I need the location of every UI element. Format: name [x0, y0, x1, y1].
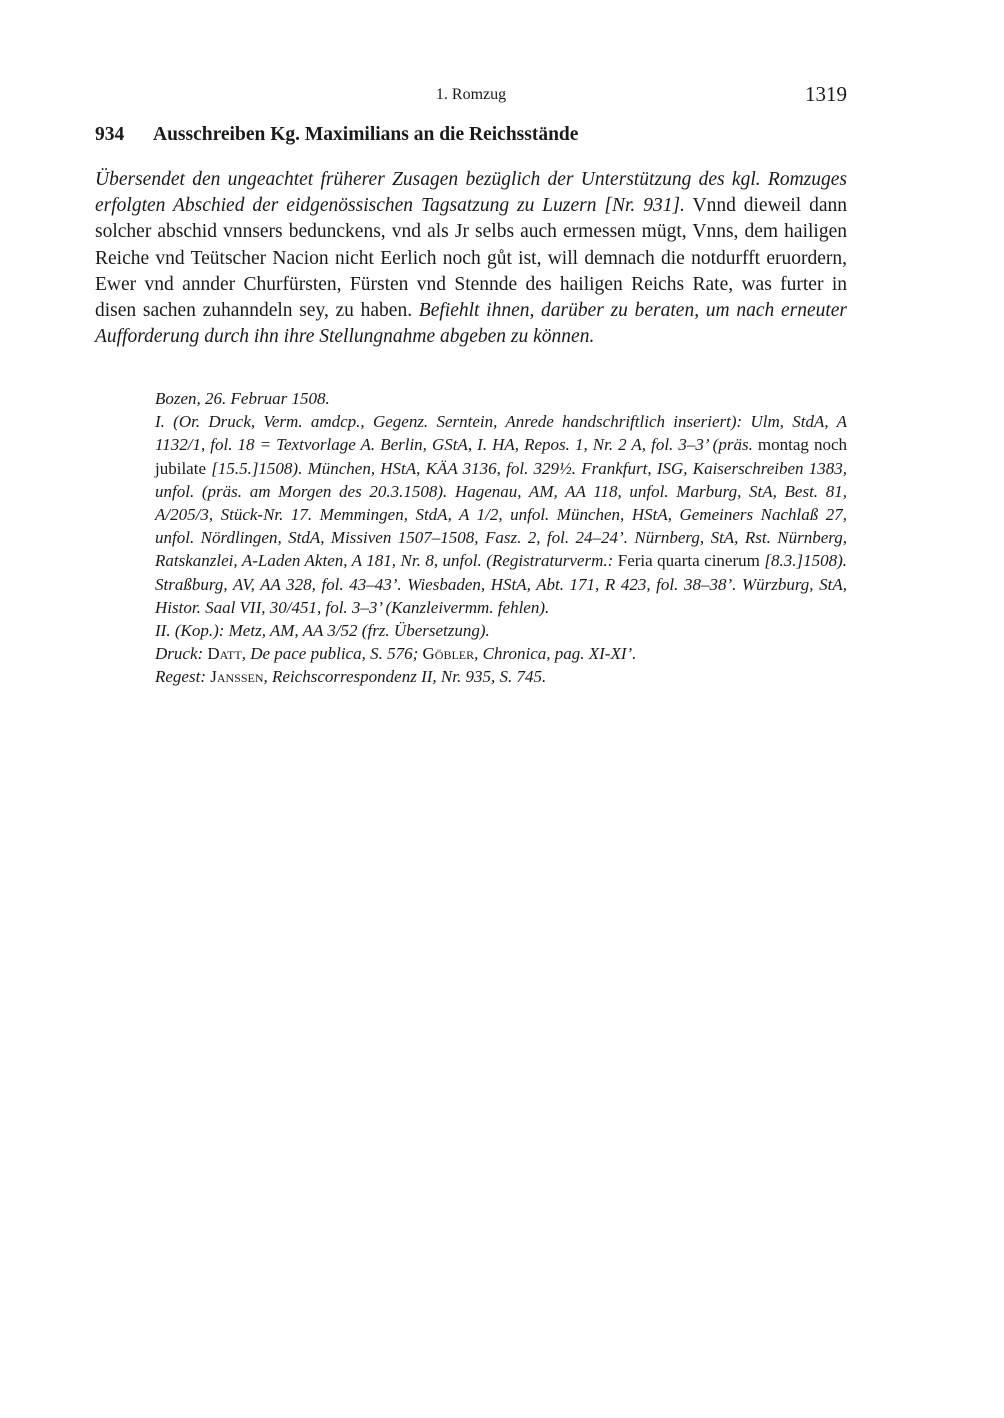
- tradition-original-part: I. (Or. Druck, Verm. amdcp., Gegenz. Serntein, Anrede handschriftlich inseriert): Ulm, StdA, A 1132/1, fol. 18 = Textvorlage A. Berlin, GStA, I. HA, Repos. 1, Nr. 2 A, fol. 3–3’ (präs.: [155, 412, 847, 455]
- running-title: 1. Romzug: [435, 86, 507, 103]
- regest-references: [155, 665, 847, 688]
- print-work: , Chronica, pag. XI-XI’.: [474, 644, 637, 664]
- print-author: Datt: [207, 644, 242, 664]
- running-head: [95, 82, 847, 108]
- tradition-original: [155, 410, 847, 619]
- regest-author: Janssen: [210, 667, 264, 687]
- document-number: 934: [95, 124, 125, 145]
- abstract-intro: Übersendet den ungeachtet früherer Zusagen bezüglich der Unterstützung des kgl. Romzuges erfolgten Abschied der eidgenössischen Tagsatzung zu Luzern [Nr. 931].: [95, 169, 847, 217]
- print-author: Göbler: [422, 644, 475, 664]
- regest-label: Regest:: [155, 667, 211, 687]
- page-number: 1319: [805, 82, 847, 106]
- tradition-copy: II. (Kop.): Metz, AM, AA 3/52 (frz. Übersetzung).: [155, 621, 490, 641]
- print-label: Druck:: [155, 644, 208, 664]
- date-place: Bozen, 26. Februar 1508.: [155, 389, 330, 408]
- tradition-original-part: [15.5.]1508). München, HStA, KÄA 3136, fol. 329½. Frankfurt, ISG, Kaiserschreiben 1383, unfol. (präs. am Morgen des 20.3.1508). Hagenau, AM, AA 118, unfol. Marburg, StA, Best. 81, A/205/3, Stück-Nr. 17. Memmingen, StdA, A 1/2, unfol. München, HStA, Gemeiners Nachlaß 27, unfol. Nördlingen, StdA, Missiven 1507–1508, Fasz. 2, fol. 24–24’. Nürnberg, StA, Rst. Nürnberg, Ratskanzlei, A-Laden Akten, A 181, Nr. 8, unfol. (Registraturverm.:: [155, 458, 847, 571]
- tradition-original-quote: montag noch jubilate: [155, 435, 847, 478]
- document-title: Ausschreiben Kg. Maximilians an die Reichsstände: [153, 124, 579, 145]
- critical-apparatus: [155, 387, 847, 689]
- abstract-outro: Befiehlt ihnen, darüber zu beraten, um nach erneuter Aufforderung durch ihn ihre Stellungnahme abgeben zu können.: [95, 300, 848, 348]
- tradition-original-part: [8.3.]1508). Straßburg, AV, AA 328, fol. 43–43’. Wiesbaden, HStA, Abt. 171, R 423, fol. 38–38’. Würzburg, StA, Histor. Saal VII, 30/451, fol. 3–3’ (Kanzleivermm. fehlen).: [155, 551, 848, 617]
- abstract: [95, 167, 847, 350]
- tradition-original-quote: Feria quarta cinerum: [613, 551, 765, 571]
- document-heading: [95, 124, 847, 146]
- print-work: , De pace publica, S. 576;: [241, 644, 423, 664]
- print-references: [155, 642, 847, 665]
- abstract-quote: Vnnd dieweil dann solcher abschid vnnsers bedunckens, vnd als Jr selbs auch ermessen mügt, Vnns, dem hailigen Reiche vnd Teütscher Nacion nicht Eerlich noch gůt ist, will demnach die notdurfft eruordern, Ewer vnd annder Churfürsten, Fürsten vnd Stennde des hailigen Reichs Rate, was furter in disen sachen zuhanndeln sey, zu haben.: [95, 195, 847, 322]
- regest-work: , Reichscorrespondenz II, Nr. 935, S. 745.: [263, 667, 547, 687]
